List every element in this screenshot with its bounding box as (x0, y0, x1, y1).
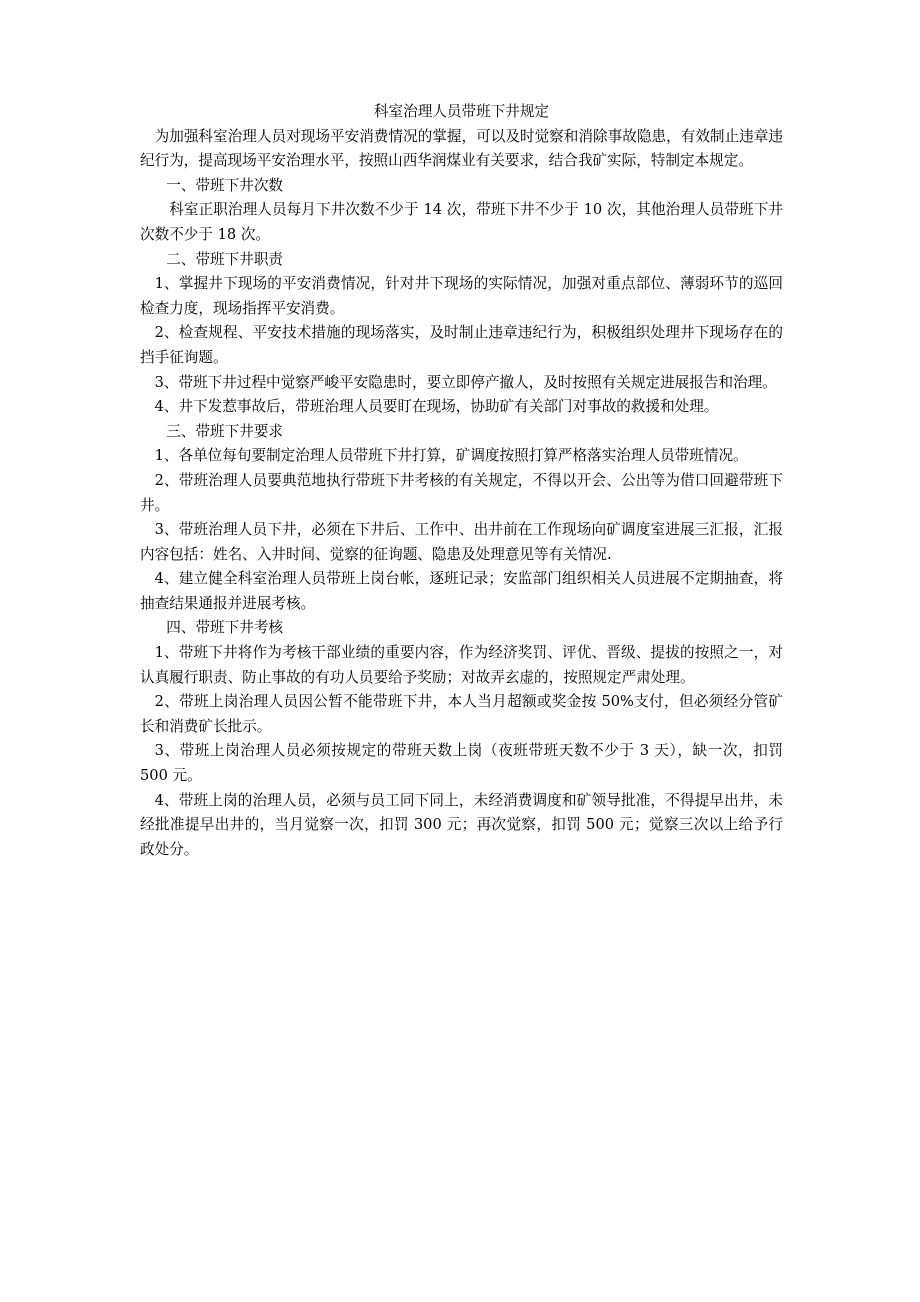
section-2-item-2: 2、检查规程、平安技术措施的现场落实，及时制止违章违纪行为，积极组织处理井下现场存在的挡手征询题。 (140, 324, 783, 366)
section-3-item-2: 2、带班治理人员要典范地执行带班下井考核的有关规定，不得以开会、公出等为借口回避带班下井。 (140, 471, 783, 514)
section-3-item-3: 3、带班治理人员下井，必须在下井后、工作中、出井前在工作现场向矿调度室进展三汇报，汇报内容包括：姓名、入井时间、觉察的征询题、隐患及处理意见等有关情况. (140, 521, 783, 563)
section-2-item-1: 1、掌握井下现场的平安消费情况，针对井下现场的实际情况，加强对重点部位、薄弱环节的巡回检查力度，现场指挥平安消费。 (140, 275, 783, 317)
document-title: 科室治理人员带班下井规定 (373, 103, 550, 120)
section-3-item-4: 4、建立健全科室治理人员带班上岗台帐，逐班记录；安监部门组织相关人员进展不定期抽查，将抽查结果通报并进展考核。 (140, 570, 783, 612)
section-heading-1: 一、带班下井次数 (166, 176, 284, 194)
document-page (140, 100, 783, 862)
intro-paragraph: 为加强科室治理人员对现场平安消费情况的掌握，可以及时觉察和消除事故隐患，有效制止违章违纪行为，提高现场平安治理水平，按照山西华润煤业有关要求，结合我矿实际，特制定本规定。 (140, 127, 783, 170)
section-heading-4: 四、带班下井考核 (166, 619, 284, 637)
section-heading-3: 三、带班下井要求 (166, 422, 284, 440)
section-heading-2: 二、带班下井职责 (166, 250, 284, 268)
section-2-item-4: 4、井下发惹事故后，带班治理人员要盯在现场，协助矿有关部门对事故的救援和处理。 (154, 398, 719, 416)
section-4-item-4: 4、带班上岗的治理人员，必须与员工同下同上，未经消费调度和矿领导批准，不得提早出井，未经批准提早出井的，当月觉察一次，扣罚 300 元；再次觉察，扣罚 500 元；觉察三次以上给予行政处分。 (140, 791, 783, 858)
section-4-item-1: 1、带班下井将作为考核干部业绩的重要内容，作为经济奖罚、评优、晋级、提拔的按照之一，对认真履行职责、防止事故的有功人员要给予奖励；对故弄玄虚的，按照规定严肃处理。 (140, 644, 783, 686)
section-2-item-3: 3、带班下井过程中觉察严峻平安隐患时，要立即停产撤人，及时按照有关规定进展报告和治理。 (154, 373, 777, 391)
section-1-item-1: 科室正职治理人员每月下井次数不少于 14 次，带班下井不少于 10 次，其他治理人员带班下井次数不少于 18 次。 (140, 201, 783, 243)
section-4-item-2: 2、带班上岗治理人员因公暂不能带班下井，本人当月超额或奖金按 50%支付，但必须经分管矿长和消费矿长批示。 (140, 693, 783, 735)
section-4-item-3: 3、带班上岗治理人员必须按规定的带班天数上岗（夜班带班天数不少于 3 天），缺一次，扣罚 500 元。 (140, 742, 783, 785)
section-3-item-1: 1、各单位每旬要制定治理人员带班下井打算，矿调度按照打算严格落实治理人员带班情况。 (154, 447, 748, 465)
